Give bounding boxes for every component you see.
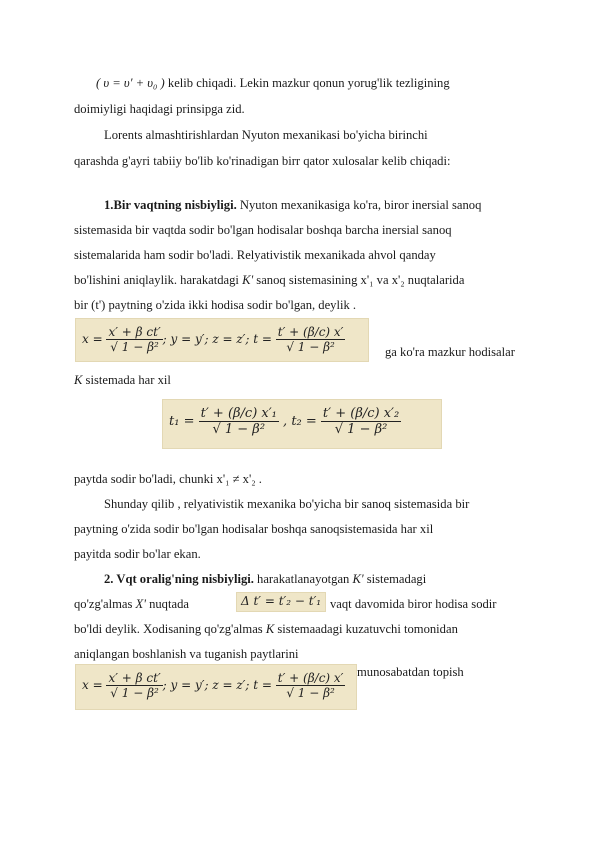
section-2-line: 2. Vqt oralig'ning nisbiyligi. harakatlanayotgan K' sistemadagi bbox=[104, 572, 427, 586]
text-line: doimiyligi haqidagi prinsipga zid. bbox=[74, 102, 245, 116]
delta-t-formula-image: Δ t′ = t′₂ − t′₁ bbox=[236, 592, 326, 612]
inline-formula-velocity: ( υ = υ′ + υ₀ ) bbox=[96, 76, 165, 90]
text-line: sistemasida bir vaqtda sodir bo'lgan hodisalar boshqa barcha inersial sanoq bbox=[74, 223, 452, 237]
section-1-line: 1.Bir vaqtning nisbiyligi. Nyuton mexanikasiga ko'ra, biror inersial sanoq bbox=[104, 198, 482, 212]
text-line: paytning o'zida sodir bo'lgan hodisalar boshqa sanoqsistemasida har xil bbox=[74, 522, 434, 536]
t1-t2-formula-image: t₁ = $\frac{\text{t′ + (β/c) x′₁}}{\text{√ 1 − β²}}$ , t₂ = $\frac{\text{t′ + (β/c) x′₂}}{\text{√ 1 − β²}}$ bbox=[162, 399, 442, 449]
text-line: sistemalarida ham sodir bo'ladi. Relyativistik mexanikada ahvol qanday bbox=[74, 248, 436, 262]
text-line: Lorents almashtirishlardan Nyuton mexanikasi bo'yicha birinchi bbox=[104, 128, 428, 142]
section-2-heading: 2. Vqt oralig'ning nisbiyligi. bbox=[104, 572, 254, 586]
text-line: munosabatdan topish bbox=[357, 665, 464, 679]
text-line: K sistemada har xil bbox=[74, 373, 171, 387]
text-line: vaqt davomida biror hodisa sodir bbox=[330, 597, 497, 611]
text-line: bo'ldi deylik. Xodisaning qo'zg'almas K sistemaadagi kuzatuvchi tomonidan bbox=[74, 622, 458, 636]
text-line: bo'lishini aniqlaylik. harakatdagi K' sanoq sistemasining x'₁ va x'₂ nuqtalarida bbox=[74, 273, 465, 287]
text-line: Shunday qilib , relyativistik mexanika bo'yicha bir sanoq sistemasida bir bbox=[104, 497, 470, 511]
lorentz-formula-image-2: x = $\frac{\text{x′ + β ct′}}{\text{√ 1 − β²}}$ ; y = y′; z = z′; t = $\frac{t' + (\beta/c) x'}{\text{√ 1 − β²}}$ bbox=[75, 664, 357, 710]
text-line: qo'zg'almas X' nuqtada bbox=[74, 597, 189, 611]
text-line: payitda sodir bo'lar ekan. bbox=[74, 547, 201, 561]
text-line: paytda sodir bo'ladi, chunki x'₁ ≠ x'₂ . bbox=[74, 472, 262, 486]
text-line: ga ko'ra mazkur hodisalar bbox=[385, 345, 515, 359]
text-line: bir (t') paytning o'zida ikki hodisa sodir bo'lgan, deylik . bbox=[74, 298, 357, 312]
lorentz-formula-image: x = $\frac{\text{x′ + β ct′}}{\text{√ 1 − β²}}$ ; y = y′; z = z′; t = $\frac{t' + (\beta/c) x'}{\text{√ 1 − β²}}$ bbox=[75, 318, 369, 362]
text-line: qarashda g'ayri tabiiy bo'lib ko'rinadigan birr qator xulosalar kelib chiqadi: bbox=[74, 154, 451, 168]
text-line: ( υ = υ′ + υ₀ ) kelib chiqadi. Lekin mazkur qonun yorug'lik tezligining bbox=[96, 76, 450, 90]
text-line: aniqlangan boshlanish va tuganish paytlarini bbox=[74, 647, 299, 661]
section-1-heading: 1.Bir vaqtning nisbiyligi. bbox=[104, 198, 237, 212]
